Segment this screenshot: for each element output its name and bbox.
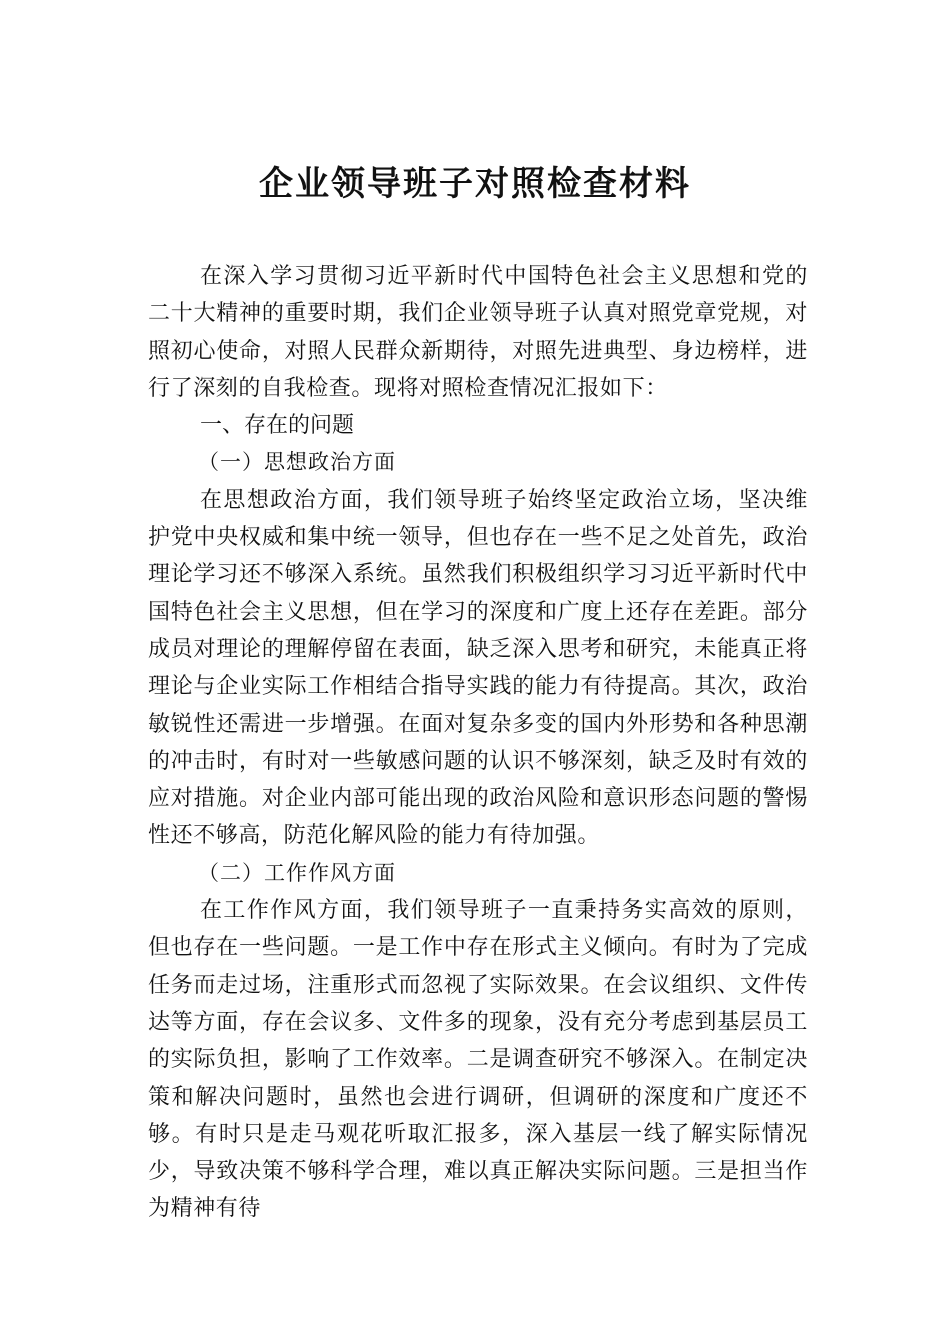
document-body xyxy=(148,258,808,1228)
section-heading-problems: 一、存在的问题 xyxy=(200,413,355,439)
subsection-heading-work-style: （二）工作作风方面 xyxy=(198,860,396,885)
intro-paragraph: 在深入学习贯彻习近平新时代中国特色社会主义思想和党的二十大精神的重要时期，我们企业领导班子认真对照党章党规，对照初心使命，对照人民群众新期待，对照先进典型、身边榜样，进行了深刻的自我检查。现将对照检查情况汇报如下： xyxy=(148,264,808,401)
work-style-paragraph: 在工作作风方面，我们领导班子一直秉持务实高效的原则，但也存在一些问题。一是工作中存在形式主义倾向。有时为了完成任务而走过场，注重形式而忽视了实际效果。在会议组织、文件传达等方面，存在会议多、文件多的现象，没有充分考虑到基层员工的实际负担，影响了工作效率。二是调查研究不够深入。在制定决策和解决问题时，虽然也会进行调研，但调研的深度和广度还不够。有时只是走马观花听取汇报多，深入基层一线了解实际情况少，导致决策不够科学合理，难以真正解决实际问题。三是担当作为精神有待 xyxy=(148,898,808,1222)
document-title: 企业领导班子对照检查材料 xyxy=(259,164,691,204)
subsection-heading-political: （一）思想政治方面 xyxy=(198,450,396,475)
political-paragraph: 在思想政治方面，我们领导班子始终坚定政治立场，坚决维护党中央权威和集中统一领导，但也存在一些不足之处首先，政治理论学习还不够深入系统。虽然我们积极组织学习习近平新时代中国特色社会主义思想，但在学习的深度和广度上还存在差距。部分成员对理论的理解停留在表面，缺乏深入思考和研究，未能真正将理论与企业实际工作相结合指导实践的能力有待提高。其次，政治敏锐性还需进一步增强。在面对复杂多变的国内外形势和各种思潮的冲击时，有时对一些敏感问题的认识不够深刻，缺乏及时有效的应对措施。对企业内部可能出现的政治风险和意识形态问题的警惕性还不够高，防范化解风险的能力有待加强。 xyxy=(148,487,808,849)
